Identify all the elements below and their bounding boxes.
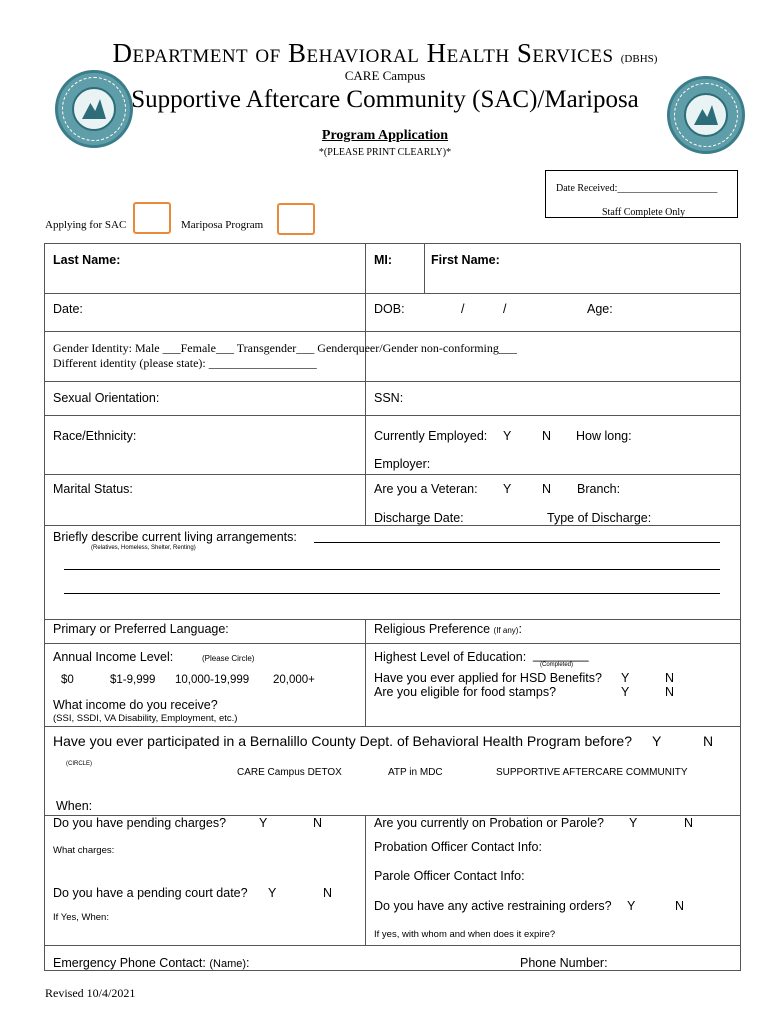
education-label: Highest Level of Education: bbox=[374, 650, 527, 664]
employed-yes[interactable]: Y bbox=[503, 429, 512, 443]
charges-yes[interactable]: Y bbox=[259, 816, 268, 830]
dob-label: DOB: bbox=[374, 302, 405, 316]
food-no[interactable]: N bbox=[665, 685, 675, 699]
bernalillo-yes[interactable]: Y bbox=[652, 733, 662, 749]
program-sac[interactable]: SUPPORTIVE AFTERCARE COMMUNITY bbox=[496, 767, 688, 778]
applying-sac-label: Applying for SAC bbox=[45, 219, 127, 231]
department-name: Department of Behavioral Health Services bbox=[112, 38, 614, 68]
bernalillo-question: Have you ever participated in a Bernalillo County Dept. of Behavioral Health Program before? bbox=[53, 733, 632, 749]
if-yes-when-label: If Yes, When: bbox=[53, 912, 109, 923]
revised-date: Revised 10/4/2021 bbox=[45, 986, 136, 1000]
living-line-2[interactable] bbox=[64, 569, 720, 570]
restraining-no[interactable]: N bbox=[675, 899, 685, 913]
please-circle-note: (Please Circle) bbox=[202, 654, 255, 663]
department-abbrev: (DBHS) bbox=[620, 53, 658, 65]
employed-no[interactable]: N bbox=[542, 429, 552, 443]
gender-identity-label: Gender Identity: Male ___Female___ Transgender___ Genderqueer/Gender non-conforming___ bbox=[53, 341, 517, 355]
form-title: Program Application bbox=[321, 128, 449, 143]
date-received-label: Date Received:____________________ bbox=[556, 183, 718, 194]
print-note: *(PLEASE PRINT CLEARLY)* bbox=[318, 147, 452, 158]
emergency-contact-label: Emergency Phone Contact: bbox=[53, 956, 206, 970]
circle-note: (CIRCLE) bbox=[66, 761, 93, 767]
emergency-colon: : bbox=[246, 956, 250, 970]
living-line-3[interactable] bbox=[64, 593, 720, 594]
ssn-label: SSN: bbox=[374, 391, 404, 405]
dob-slash-1: / bbox=[461, 302, 465, 316]
living-arrangements-label: Briefly describe current living arrangements: bbox=[53, 530, 297, 544]
food-yes[interactable]: Y bbox=[621, 685, 630, 699]
probation-no[interactable]: N bbox=[684, 816, 694, 830]
living-line-1[interactable] bbox=[314, 542, 720, 543]
hsd-no[interactable]: N bbox=[665, 671, 675, 685]
income-option-2[interactable]: 10,000-19,999 bbox=[175, 674, 250, 686]
hsd-benefits-label: Have you ever applied for HSD Benefits? bbox=[374, 671, 602, 685]
dob-slash-2: / bbox=[503, 302, 507, 316]
if-any-note: (If any) bbox=[493, 626, 519, 635]
currently-employed-label: Currently Employed: bbox=[374, 429, 488, 443]
bernalillo-no[interactable]: N bbox=[703, 733, 714, 749]
restraining-label: Do you have any active restraining orders? bbox=[374, 899, 612, 913]
program-detox[interactable]: CARE Campus DETOX bbox=[237, 767, 342, 778]
campus-name: CARE Campus bbox=[344, 68, 426, 83]
probation-contact-label: Probation Officer Contact Info: bbox=[374, 840, 542, 854]
income-examples: (SSI, SSDI, VA Disability, Employment, etc.) bbox=[53, 713, 238, 724]
completed-note: (Completed) bbox=[540, 662, 574, 668]
veteran-label: Are you a Veteran: bbox=[374, 482, 478, 496]
program-atp[interactable]: ATP in MDC bbox=[388, 767, 443, 778]
income-option-1[interactable]: $1-9,999 bbox=[110, 674, 156, 686]
emergency-contact bbox=[53, 956, 250, 970]
branch-label: Branch: bbox=[577, 482, 621, 496]
income-option-3[interactable]: 20,000+ bbox=[273, 674, 315, 686]
religious-colon: : bbox=[518, 622, 522, 636]
what-charges-label: What charges: bbox=[53, 845, 115, 856]
date-label: Date: bbox=[53, 302, 83, 316]
restraining-yes[interactable]: Y bbox=[627, 899, 636, 913]
veteran-no[interactable]: N bbox=[542, 482, 552, 496]
parole-contact-label: Parole Officer Contact Info: bbox=[374, 869, 525, 883]
how-long-label: How long: bbox=[576, 429, 632, 443]
department-title bbox=[0, 38, 770, 69]
discharge-date-label: Discharge Date: bbox=[374, 511, 464, 525]
language-label: Primary or Preferred Language: bbox=[53, 622, 229, 636]
different-identity-label: Different identity (please state): __________________ bbox=[53, 356, 317, 370]
age-label: Age: bbox=[587, 302, 613, 316]
what-income-label: What income do you receive? bbox=[53, 698, 218, 712]
mi-label: MI: bbox=[374, 253, 393, 267]
pending-charges-label: Do you have pending charges? bbox=[53, 816, 227, 830]
education-blank[interactable]: ________ bbox=[533, 648, 589, 662]
employer-label: Employer: bbox=[374, 457, 431, 471]
mariposa-checkbox[interactable] bbox=[277, 203, 315, 235]
veteran-yes[interactable]: Y bbox=[503, 482, 512, 496]
probation-yes[interactable]: Y bbox=[629, 816, 638, 830]
food-stamps-label: Are you eligible for food stamps? bbox=[374, 685, 557, 699]
restraining-note: If yes, with whom and when does it expire? bbox=[374, 929, 556, 940]
when-label: When: bbox=[56, 799, 93, 813]
court-no[interactable]: N bbox=[323, 886, 333, 900]
living-arrangements-note: (Relatives, Homeless, Shelter, Renting) bbox=[91, 545, 196, 551]
income-option-0[interactable]: $0 bbox=[61, 674, 74, 686]
phone-number-label: Phone Number: bbox=[520, 956, 608, 970]
annual-income-label: Annual Income Level: bbox=[53, 650, 174, 664]
first-name-label: First Name: bbox=[431, 253, 500, 267]
mariposa-label: Mariposa Program bbox=[181, 219, 264, 231]
charges-no[interactable]: N bbox=[313, 816, 323, 830]
program-title: Supportive Aftercare Community (SAC)/Mariposa bbox=[131, 86, 639, 113]
court-date-label: Do you have a pending court date? bbox=[53, 886, 248, 900]
race-ethnicity-label: Race/Ethnicity: bbox=[53, 429, 137, 443]
court-yes[interactable]: Y bbox=[268, 886, 277, 900]
hsd-yes[interactable]: Y bbox=[621, 671, 630, 685]
probation-label: Are you currently on Probation or Parole? bbox=[374, 816, 604, 830]
staff-only-label: Staff Complete Only bbox=[602, 207, 686, 218]
discharge-type-label: Type of Discharge: bbox=[547, 511, 652, 525]
marital-status-label: Marital Status: bbox=[53, 482, 133, 496]
emergency-name-note: (Name) bbox=[209, 958, 247, 970]
sac-checkbox[interactable] bbox=[133, 202, 171, 234]
staff-only-box bbox=[545, 170, 738, 218]
religious-preference bbox=[374, 622, 522, 636]
religious-label: Religious Preference bbox=[374, 622, 491, 636]
sexual-orientation-label: Sexual Orientation: bbox=[53, 391, 160, 405]
last-name-label: Last Name: bbox=[53, 253, 121, 267]
